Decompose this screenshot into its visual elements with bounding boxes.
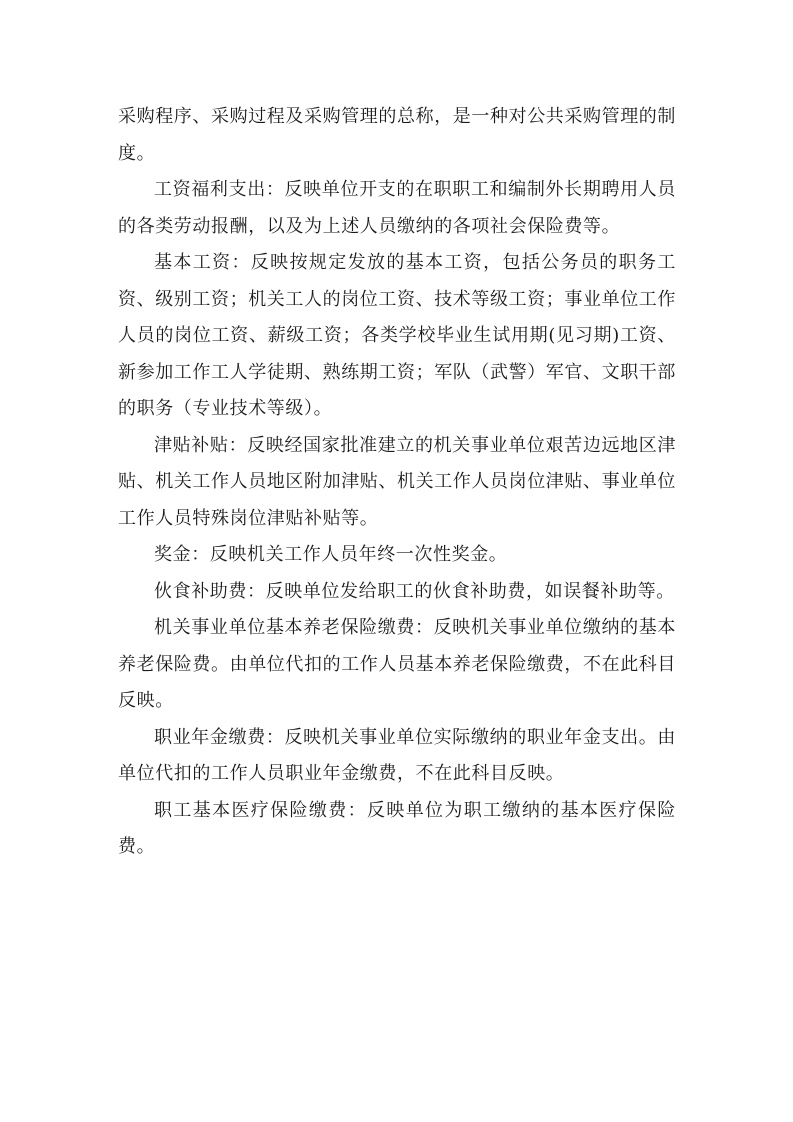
paragraph-occupational-annuity: 职业年金缴费：反映机关事业单位实际缴纳的职业年金支出。由单位代扣的工作人员职业年金缴费，不在此科目反映。 [118, 726, 676, 784]
paragraph-pension-insurance: 机关事业单位基本养老保险缴费：反映机关事业单位缴纳的基本养老保险费。由单位代扣的工作人员基本养老保险缴费，不在此科目反映。 [118, 617, 676, 711]
paragraph-meal-subsidy: 伙食补助费：反映单位发给职工的伙食补助费，如误餐补助等。 [154, 580, 675, 602]
paragraph-allowances: 津贴补贴：反映经国家批准建立的机关事业单位艰苦边远地区津贴、机关工作人员地区附加津贴、机关工作人员岗位津贴、事业单位工作人员特殊岗位津贴补贴等。 [118, 434, 676, 529]
paragraph-bonus: 奖金：反映机关工作人员年终一次性奖金。 [154, 544, 508, 565]
document-body [118, 99, 676, 866]
paragraph-salary-welfare: 工资福利支出：反映单位开支的在职职工和编制外长期聘用人员的各类劳动报酬，以及为上述人员缴纳的各项社会保险费等。 [118, 179, 676, 237]
paragraph-basic-salary: 基本工资：反映按规定发放的基本工资，包括公务员的职务工资、级别工资；机关工人的岗位工资、技术等级工资；事业单位工作人员的岗位工资、薪级工资；各类学校毕业生试用期(见习期)工资、新参加工作工人学徒期、熟练期工资；军队（武警）军官、文职干部的职务（专业技术等级）。 [118, 252, 676, 419]
paragraph-medical-insurance: 职工基本医疗保险缴费：反映单位为职工缴纳的基本医疗保险费。 [118, 799, 676, 857]
paragraph-procurement-continued: 采购程序、采购过程及采购管理的总称，是一种对公共采购管理的制度。 [118, 106, 676, 164]
